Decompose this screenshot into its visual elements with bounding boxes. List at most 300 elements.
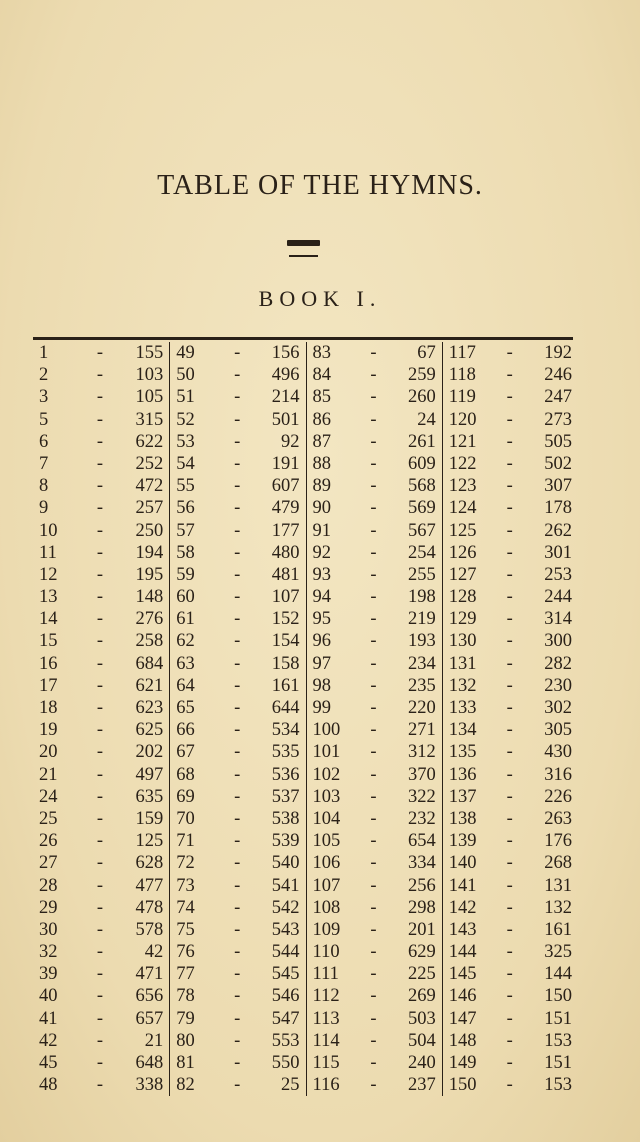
hymn-number: 73 — [176, 875, 195, 896]
table-row — [33, 985, 169, 1007]
hymn-number: 28 — [39, 875, 58, 896]
hymn-number: 54 — [176, 453, 195, 474]
page-number: 314 — [544, 609, 572, 630]
row-dash: - — [370, 387, 377, 408]
table-row — [307, 409, 442, 431]
page-number: 261 — [408, 431, 436, 452]
row-dash: - — [234, 365, 241, 386]
table-row — [33, 364, 169, 386]
table-row — [443, 431, 578, 453]
row-dash: - — [234, 564, 241, 585]
row-dash: - — [234, 1008, 241, 1029]
table-row — [33, 453, 169, 475]
hymn-number: 27 — [39, 853, 58, 874]
hymn-number: 125 — [448, 520, 477, 541]
hymn-number: 121 — [448, 431, 477, 452]
page-number: 154 — [271, 631, 300, 652]
row-dash: - — [506, 1030, 513, 1051]
row-dash: - — [234, 897, 241, 918]
row-dash: - — [234, 431, 241, 452]
page-number: 312 — [408, 742, 436, 763]
page-number: 159 — [135, 808, 164, 829]
row-dash: - — [506, 831, 513, 852]
ornament-bar-thick — [287, 240, 320, 246]
row-dash: - — [370, 897, 377, 918]
hymn-number: 132 — [448, 675, 477, 696]
table-row — [170, 586, 305, 608]
page-number: 254 — [408, 542, 436, 563]
table-row — [307, 1030, 442, 1052]
row-dash: - — [506, 542, 513, 563]
page-number: 144 — [544, 964, 572, 985]
table-row — [170, 830, 305, 852]
hymn-number: 83 — [312, 343, 331, 363]
table-row — [443, 830, 578, 852]
row-dash: - — [506, 720, 513, 741]
table-row — [307, 897, 442, 919]
hymn-number: 149 — [448, 1053, 477, 1073]
hymn-number: 100 — [312, 720, 341, 741]
table-row — [443, 808, 578, 830]
hymn-number: 136 — [448, 764, 477, 785]
hymn-number: 60 — [176, 587, 195, 608]
row-dash: - — [96, 498, 104, 519]
row-dash: - — [506, 365, 513, 386]
row-dash: - — [370, 853, 377, 874]
page-number: 193 — [408, 631, 436, 652]
page-number: 202 — [135, 742, 164, 763]
page-number: 195 — [135, 564, 164, 585]
hymn-number: 126 — [448, 542, 477, 563]
hymn-number: 133 — [448, 698, 477, 718]
page-number: 607 — [271, 476, 300, 497]
table-row — [307, 475, 442, 497]
table-row — [33, 963, 169, 985]
table-column-1 — [33, 342, 169, 1096]
table-row — [170, 364, 305, 386]
table-row — [170, 808, 305, 830]
page-number: 480 — [271, 542, 300, 563]
row-dash: - — [234, 964, 241, 985]
page-number: 539 — [271, 831, 300, 852]
row-dash: - — [370, 653, 377, 674]
table-row — [307, 608, 442, 630]
hymn-number: 29 — [39, 897, 58, 918]
page-number: 107 — [271, 587, 300, 608]
hymn-number: 71 — [176, 831, 195, 852]
page-number: 262 — [544, 520, 572, 541]
hymn-number: 59 — [176, 564, 195, 585]
row-dash: - — [506, 808, 513, 829]
hymn-number: 134 — [448, 720, 477, 741]
table-row — [170, 852, 305, 874]
page-number: 502 — [544, 453, 572, 474]
hymn-number: 11 — [39, 542, 57, 563]
row-dash: - — [506, 587, 513, 608]
table-row — [307, 919, 442, 941]
row-dash: - — [96, 720, 104, 741]
row-dash: - — [234, 387, 241, 408]
page-number: 334 — [408, 853, 436, 874]
table-row — [170, 764, 305, 786]
row-dash: - — [506, 675, 513, 696]
hymn-number: 55 — [176, 476, 195, 497]
table-row — [307, 342, 442, 364]
hymn-number: 88 — [312, 453, 331, 474]
row-dash: - — [370, 720, 377, 741]
row-dash: - — [506, 964, 513, 985]
page-number: 235 — [408, 675, 436, 696]
page-number: 322 — [408, 786, 436, 807]
page-number: 684 — [135, 653, 164, 674]
table-row — [33, 653, 169, 675]
page-number: 155 — [135, 343, 164, 363]
table-row — [443, 630, 578, 652]
row-dash: - — [370, 409, 377, 430]
page-number: 153 — [544, 1075, 572, 1096]
table-row — [33, 564, 169, 586]
row-dash: - — [370, 919, 377, 940]
table-row — [307, 852, 442, 874]
table-row — [170, 475, 305, 497]
table-row — [33, 830, 169, 852]
hymn-number: 30 — [39, 919, 58, 940]
page-number: 654 — [408, 831, 436, 852]
hymn-number: 7 — [39, 453, 49, 474]
table-row — [307, 786, 442, 808]
row-dash: - — [506, 897, 513, 918]
row-dash: - — [234, 698, 241, 718]
table-row — [307, 564, 442, 586]
hymn-number: 69 — [176, 786, 195, 807]
page-number: 536 — [271, 764, 300, 785]
row-dash: - — [370, 520, 377, 541]
table-row — [307, 497, 442, 519]
hymn-number: 5 — [39, 409, 49, 430]
table-row — [33, 808, 169, 830]
table-row — [307, 386, 442, 408]
table-row — [307, 764, 442, 786]
table-row — [307, 941, 442, 963]
table-row — [443, 675, 578, 697]
page-number: 42 — [144, 942, 164, 963]
page-number: 194 — [135, 542, 164, 563]
page-number: 220 — [408, 698, 436, 718]
row-dash: - — [370, 431, 377, 452]
hymn-number: 14 — [39, 609, 58, 630]
page-number: 305 — [544, 720, 572, 741]
row-dash: - — [370, 764, 377, 785]
hymn-number: 78 — [176, 986, 195, 1007]
hymn-number: 140 — [448, 853, 477, 874]
page-number: 568 — [408, 476, 436, 497]
page-number: 535 — [271, 742, 300, 763]
row-dash: - — [96, 431, 104, 452]
page-number: 370 — [408, 764, 436, 785]
page-number: 578 — [135, 919, 164, 940]
hymn-number: 42 — [39, 1030, 58, 1051]
hymn-number: 50 — [176, 365, 195, 386]
table-row — [443, 985, 578, 1007]
hymn-number: 65 — [176, 698, 195, 718]
hymn-number: 20 — [39, 742, 58, 763]
hymn-number: 16 — [39, 653, 58, 674]
row-dash: - — [506, 476, 513, 497]
hymn-number: 91 — [312, 520, 331, 541]
hymn-number: 117 — [448, 343, 476, 363]
hymn-number: 15 — [39, 631, 58, 652]
table-row — [443, 852, 578, 874]
hymn-number: 150 — [448, 1075, 477, 1096]
row-dash: - — [96, 853, 104, 874]
table-row — [170, 409, 305, 431]
page-number: 546 — [271, 986, 300, 1007]
table-row — [170, 564, 305, 586]
hymn-number: 79 — [176, 1008, 195, 1029]
hymn-number: 40 — [39, 986, 58, 1007]
row-dash: - — [96, 942, 104, 963]
hymn-number: 122 — [448, 453, 477, 474]
table-row — [443, 386, 578, 408]
hymn-number: 141 — [448, 875, 477, 896]
table-row — [170, 985, 305, 1007]
hymn-number: 129 — [448, 609, 477, 630]
row-dash: - — [370, 609, 377, 630]
page-number: 256 — [408, 875, 436, 896]
page-number: 542 — [271, 897, 300, 918]
page-number: 250 — [135, 520, 164, 541]
hymn-number: 57 — [176, 520, 195, 541]
table-row — [443, 1074, 578, 1096]
row-dash: - — [96, 609, 104, 630]
page-number: 253 — [544, 564, 572, 585]
hymn-number: 1 — [39, 343, 49, 363]
row-dash: - — [96, 564, 104, 585]
row-dash: - — [234, 542, 241, 563]
row-dash: - — [96, 1030, 104, 1051]
hymn-number: 53 — [176, 431, 195, 452]
page-number: 505 — [544, 431, 572, 452]
row-dash: - — [370, 786, 377, 807]
page-number: 152 — [271, 609, 300, 630]
page-number: 237 — [408, 1075, 436, 1096]
page-number: 234 — [408, 653, 436, 674]
page-number: 504 — [408, 1030, 436, 1051]
hymn-number: 94 — [312, 587, 331, 608]
row-dash: - — [370, 808, 377, 829]
table-row — [443, 697, 578, 719]
hymn-number: 124 — [448, 498, 477, 519]
row-dash: - — [96, 409, 104, 430]
row-dash: - — [96, 542, 104, 563]
book-heading: BOOK I. — [258, 286, 382, 311]
table-row — [170, 741, 305, 763]
row-dash: - — [506, 942, 513, 963]
hymn-number: 48 — [39, 1075, 58, 1096]
row-dash: - — [96, 698, 104, 718]
page-number: 273 — [544, 409, 572, 430]
page-number: 315 — [135, 409, 164, 430]
hymn-number: 76 — [176, 942, 195, 963]
table-row — [307, 542, 442, 564]
row-dash: - — [234, 609, 241, 630]
table-row — [170, 1052, 305, 1074]
row-dash: - — [234, 764, 241, 785]
page-number: 316 — [544, 764, 572, 785]
page-number: 472 — [135, 476, 164, 497]
table-row — [307, 808, 442, 830]
row-dash: - — [370, 476, 377, 497]
table-row — [307, 963, 442, 985]
hymn-number: 9 — [39, 498, 49, 519]
table-row — [170, 697, 305, 719]
row-dash: - — [96, 587, 104, 608]
hymn-number: 144 — [448, 942, 477, 963]
row-dash: - — [234, 742, 241, 763]
hymn-number: 137 — [448, 786, 477, 807]
page-number: 156 — [271, 343, 300, 363]
hymn-number: 110 — [312, 942, 340, 963]
table-row — [443, 497, 578, 519]
page-number: 629 — [408, 942, 436, 963]
table-row — [33, 409, 169, 431]
page-number: 192 — [544, 343, 572, 363]
table-top-rule — [33, 337, 573, 340]
hymn-number: 3 — [39, 387, 49, 408]
row-dash: - — [234, 986, 241, 1007]
page-number: 537 — [271, 786, 300, 807]
page-number: 479 — [271, 498, 300, 519]
row-dash: - — [96, 742, 104, 763]
page-number: 481 — [271, 564, 300, 585]
table-row — [443, 963, 578, 985]
hymn-number: 64 — [176, 675, 195, 696]
hymn-number: 87 — [312, 431, 331, 452]
hymn-number: 92 — [312, 542, 331, 563]
table-row — [170, 453, 305, 475]
page-number: 635 — [135, 786, 164, 807]
row-dash: - — [234, 453, 241, 474]
ornament-bar-thin — [289, 255, 318, 257]
table-row — [443, 1008, 578, 1030]
row-dash: - — [506, 875, 513, 896]
table-row — [170, 542, 305, 564]
table-row — [170, 941, 305, 963]
table-row — [33, 520, 169, 542]
table-row — [170, 897, 305, 919]
row-dash: - — [506, 387, 513, 408]
page-number: 25 — [281, 1075, 300, 1096]
page-number: 298 — [408, 897, 436, 918]
page-number: 176 — [544, 831, 572, 852]
table-row — [170, 919, 305, 941]
page-number: 644 — [271, 698, 300, 718]
hymn-number: 142 — [448, 897, 477, 918]
row-dash: - — [234, 1030, 241, 1051]
row-dash: - — [96, 808, 104, 829]
hymn-number: 113 — [312, 1008, 340, 1029]
table-row — [33, 630, 169, 652]
hymn-number: 114 — [312, 1030, 340, 1051]
row-dash: - — [506, 1008, 513, 1029]
table-row — [307, 697, 442, 719]
page-number: 226 — [544, 786, 572, 807]
table-row — [33, 497, 169, 519]
page-number: 569 — [408, 498, 436, 519]
page-number: 132 — [544, 897, 572, 918]
hymn-number: 19 — [39, 720, 58, 741]
page-number: 198 — [408, 587, 436, 608]
hymn-number: 68 — [176, 764, 195, 785]
hymn-number: 26 — [39, 831, 58, 852]
hymn-number: 123 — [448, 476, 477, 497]
table-row — [33, 1052, 169, 1074]
hymn-number: 119 — [448, 387, 476, 408]
row-dash: - — [370, 453, 377, 474]
page-number: 252 — [135, 453, 164, 474]
page-number: 478 — [135, 897, 164, 918]
page-number: 219 — [408, 609, 436, 630]
row-dash: - — [506, 742, 513, 763]
row-dash: - — [370, 831, 377, 852]
page-number: 271 — [408, 720, 436, 741]
table-row — [443, 719, 578, 741]
page-number: 92 — [281, 431, 300, 452]
table-column-3 — [306, 342, 442, 1096]
page-number: 225 — [408, 964, 436, 985]
hymn-number: 95 — [312, 609, 331, 630]
table-row — [307, 675, 442, 697]
page-number: 125 — [135, 831, 164, 852]
table-row — [443, 919, 578, 941]
table-row — [307, 630, 442, 652]
hymn-number: 138 — [448, 808, 477, 829]
table-row — [307, 1052, 442, 1074]
page-number: 158 — [271, 653, 300, 674]
row-dash: - — [370, 542, 377, 563]
table-row — [170, 1030, 305, 1052]
hymn-number: 99 — [312, 698, 331, 718]
table-row — [33, 697, 169, 719]
hymn-number: 135 — [448, 742, 477, 763]
table-row — [443, 764, 578, 786]
hymn-number: 24 — [39, 786, 58, 807]
page-number: 153 — [544, 1030, 572, 1051]
page-number: 609 — [408, 453, 436, 474]
table-row — [33, 608, 169, 630]
table-row — [307, 1074, 442, 1096]
hymn-number: 32 — [39, 942, 58, 963]
row-dash: - — [506, 520, 513, 541]
row-dash: - — [96, 1075, 104, 1096]
row-dash: - — [370, 742, 377, 763]
table-row — [33, 1008, 169, 1030]
table-row — [170, 497, 305, 519]
page-number: 477 — [135, 875, 164, 896]
table-row — [443, 586, 578, 608]
table-row — [443, 564, 578, 586]
table-row — [307, 586, 442, 608]
table-row — [33, 675, 169, 697]
row-dash: - — [506, 453, 513, 474]
page-number: 503 — [408, 1008, 436, 1029]
table-row — [170, 520, 305, 542]
table-row — [33, 342, 169, 364]
table-row — [443, 741, 578, 763]
row-dash: - — [96, 786, 104, 807]
table-row — [33, 431, 169, 453]
hymn-number: 127 — [448, 564, 477, 585]
